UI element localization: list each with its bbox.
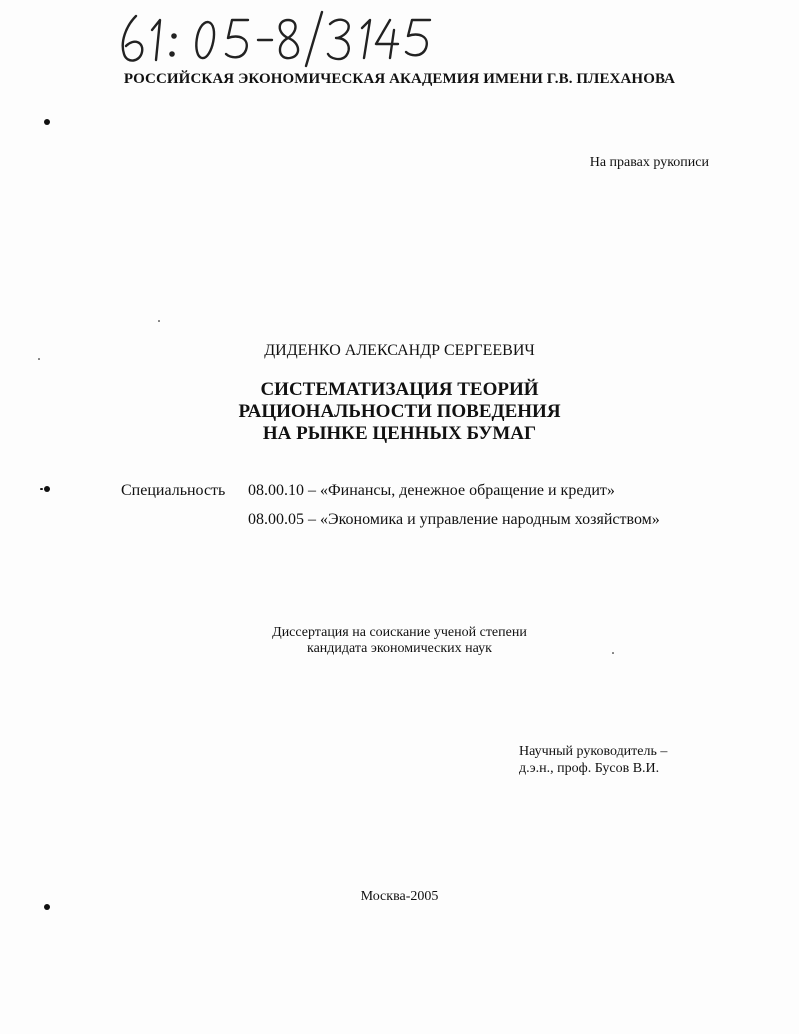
- scan-speck: [38, 358, 40, 360]
- advisor-line: д.э.н., проф. Бусов В.И.: [519, 761, 660, 776]
- manuscript-rights-note: На правах рукописи: [589, 155, 709, 170]
- scientific-advisor: [519, 743, 667, 777]
- specialty-label: Специальность: [121, 482, 226, 499]
- title-line: СИСТЕМАТИЗАЦИЯ ТЕОРИЙ: [260, 379, 539, 400]
- scan-speck: [612, 652, 614, 654]
- city-year: Москва-2005: [360, 889, 439, 904]
- handwritten-archive-number: [112, 8, 442, 70]
- title-line: НА РЫНКЕ ЦЕННЫХ БУМАГ: [262, 423, 537, 444]
- scan-speck: [44, 904, 50, 910]
- scan-speck: [40, 488, 43, 490]
- specialty-item: 08.00.10 – «Финансы, денежное обращение и кредит»: [248, 482, 615, 499]
- degree-line: кандидата экономических наук: [307, 641, 492, 656]
- scan-speck: [158, 320, 160, 322]
- title-line: РАЦИОНАЛЬНОСТИ ПОВЕДЕНИЯ: [238, 401, 561, 422]
- dissertation-title: [0, 379, 799, 445]
- degree-statement: [0, 625, 799, 657]
- scan-speck: [44, 486, 50, 492]
- degree-line: Диссертация на соискание ученой степени: [272, 625, 527, 640]
- author-name: ДИДЕНКО АЛЕКСАНДР СЕРГЕЕВИЧ: [264, 342, 535, 359]
- specialty-item: 08.00.05 – «Экономика и управление народным хозяйством»: [248, 511, 660, 528]
- scan-speck: [44, 119, 50, 125]
- advisor-line: Научный руководитель –: [519, 744, 668, 759]
- institution-name: РОССИЙСКАЯ ЭКОНОМИЧЕСКАЯ АКАДЕМИЯ ИМЕНИ Г.В. ПЛЕХАНОВА: [123, 71, 676, 87]
